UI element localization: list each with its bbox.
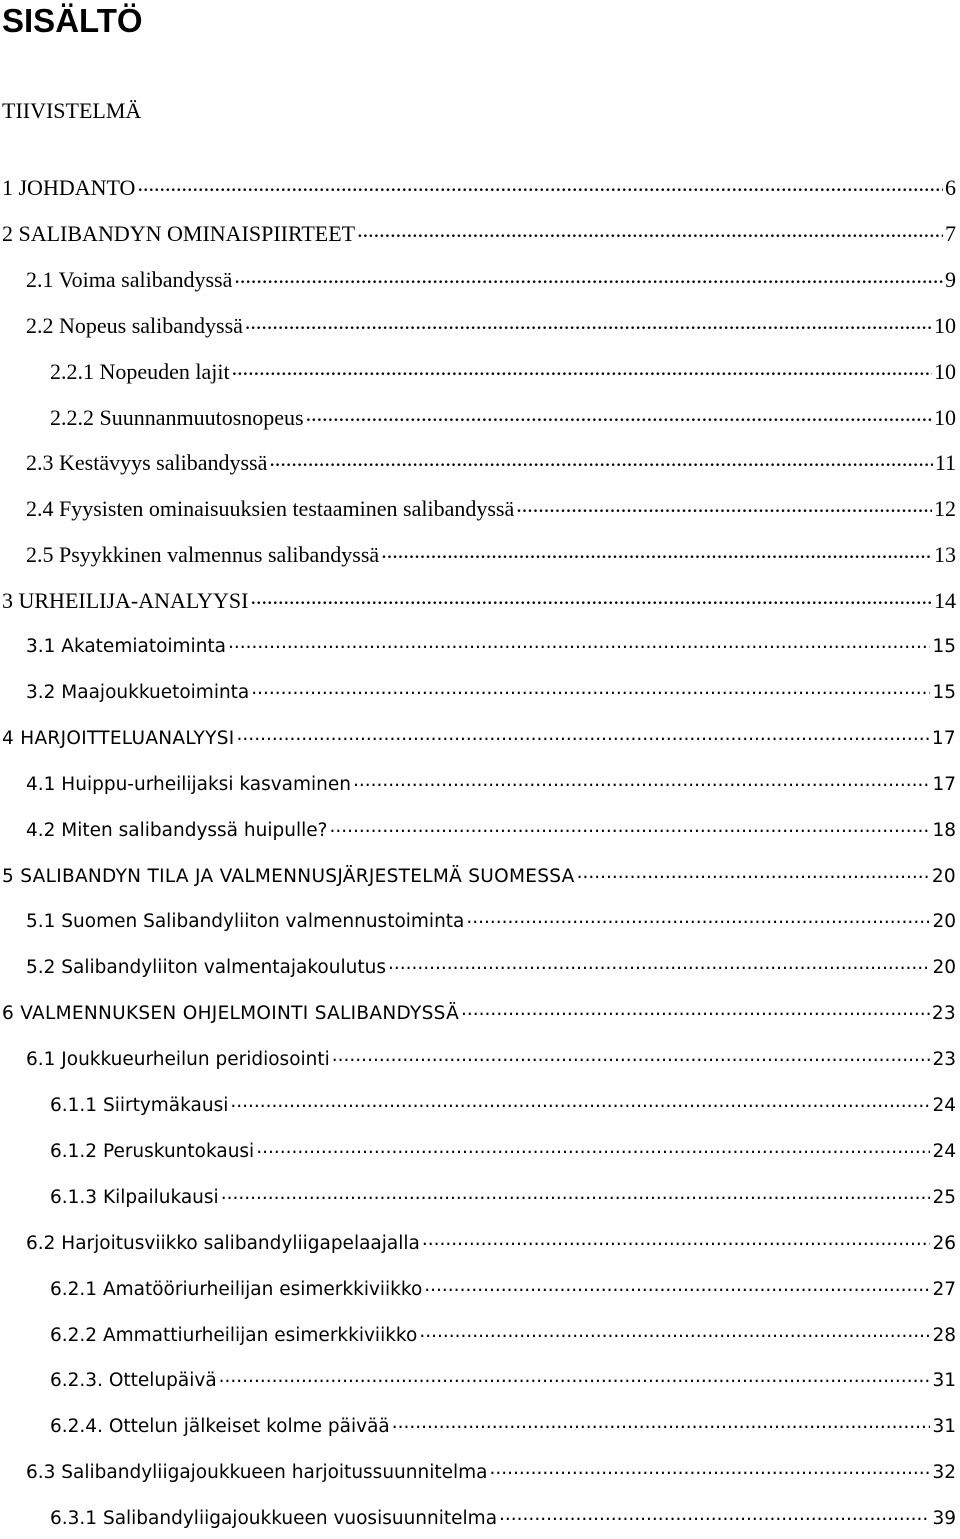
toc-entry-page-number: 31	[932, 1416, 956, 1437]
toc-dot-leader	[219, 1365, 931, 1391]
toc-entry-label: 6.3 Salibandyliigajoukkueen harjoitussuunnitelma	[26, 1462, 488, 1483]
toc-entry-label: 2.4 Fyysisten ominaisuuksien testaaminen salibandyssä	[26, 496, 515, 521]
toc-dot-leader	[332, 1044, 931, 1070]
toc-dot-leader	[234, 264, 943, 290]
toc-dot-leader	[388, 952, 930, 978]
toc-entry-page-number: 39	[932, 1508, 956, 1529]
toc-dot-leader	[251, 677, 930, 703]
toc-entry-page-number: 23	[932, 1049, 956, 1070]
toc-entry-page-number: 26	[932, 1233, 956, 1254]
toc-entry[interactable]	[2, 998, 956, 1028]
toc-dot-leader	[245, 310, 932, 336]
toc-dot-leader	[137, 172, 943, 198]
toc-entry-page-number: 7	[945, 221, 956, 246]
toc-dot-leader	[230, 1090, 930, 1116]
toc-dot-leader	[353, 769, 930, 795]
toc-entry[interactable]	[50, 1503, 956, 1533]
toc-entry-page-number: 28	[932, 1325, 956, 1346]
toc-entry-page-number: 20	[931, 866, 956, 887]
toc-entry[interactable]	[26, 1044, 956, 1074]
toc-entry-page-number: 17	[932, 774, 956, 795]
toc-entry[interactable]	[26, 1457, 956, 1487]
toc-entry[interactable]	[26, 815, 956, 845]
toc-dot-leader	[232, 356, 932, 382]
toc-entry-page-number: 13	[934, 542, 956, 567]
toc-entry-page-number: 9	[945, 267, 956, 292]
toc-entry-page-number: 23	[931, 1003, 956, 1024]
toc-entry-label: 6.2.3. Ottelupäivä	[50, 1370, 217, 1391]
toc-entry-label: 6.1.3 Kilpailukausi	[50, 1187, 219, 1208]
toc-entry[interactable]	[50, 1182, 956, 1212]
toc-entry-page-number: 32	[932, 1462, 956, 1483]
toc-dot-leader	[422, 1228, 931, 1254]
toc-entry-page-number: 20	[932, 957, 956, 978]
toc-dot-leader	[251, 585, 933, 611]
toc-entry[interactable]	[50, 1136, 956, 1166]
toc-entry[interactable]	[2, 172, 956, 202]
toc-dot-leader	[392, 1411, 931, 1437]
toc-entry[interactable]	[2, 585, 956, 615]
toc-entry-label: 5.1 Suomen Salibandyliiton valmennustoiminta	[26, 911, 465, 932]
toc-entry-page-number: 27	[932, 1279, 956, 1300]
toc-entry-label: 2.2 Nopeus salibandyssä	[26, 313, 243, 338]
toc-dot-leader	[490, 1457, 931, 1483]
toc-entry-label: 5.2 Salibandyliiton valmentajakoulutus	[26, 957, 386, 978]
toc-entry-label: 2 SALIBANDYN OMINAISPIIRTEET	[2, 221, 356, 246]
toc-dot-leader	[424, 1274, 930, 1300]
toc-dot-leader	[499, 1503, 930, 1529]
toc-entry-label: 2.5 Psyykkinen valmennus salibandyssä	[26, 542, 380, 567]
toc-entry[interactable]	[26, 677, 956, 707]
toc-dot-leader	[329, 815, 930, 841]
toc-entry-label: 3.2 Maajoukkuetoiminta	[26, 682, 250, 703]
toc-entry[interactable]	[2, 723, 956, 753]
toc-entry-page-number: 15	[932, 636, 956, 657]
toc-entry-page-number: 18	[932, 820, 956, 841]
toc-entry[interactable]	[26, 1228, 956, 1258]
toc-dot-leader	[221, 1182, 931, 1208]
toc-entry[interactable]	[50, 402, 956, 432]
toc-entry-page-number: 17	[931, 728, 956, 749]
toc-entry[interactable]	[26, 769, 956, 799]
toc-entry-page-number: 31	[932, 1370, 956, 1391]
toc-dot-leader	[466, 906, 930, 932]
toc-entry-label: 5 SALIBANDYN TILA JA VALMENNUSJÄRJESTELMÄ SUOMESSA	[2, 866, 575, 887]
toc-entry-label: 6.1 Joukkueurheilun peridiosointi	[26, 1049, 330, 1070]
toc-entry-label: 4.2 Miten salibandyssä huipulle?	[26, 820, 328, 841]
toc-dot-leader	[381, 539, 932, 565]
toc-entry-label: 6.2.1 Amatööriurheilijan esimerkkiviikko	[50, 1279, 423, 1300]
toc-entry-label: 6.1.1 Siirtymäkausi	[50, 1095, 229, 1116]
toc-entry[interactable]	[2, 218, 956, 248]
toc-entry[interactable]	[50, 1411, 956, 1441]
toc-entry[interactable]	[26, 264, 956, 294]
toc-dot-leader	[461, 998, 930, 1024]
abstract-heading: TIIVISTELMÄ	[2, 98, 142, 123]
toc-entry-page-number: 10	[934, 405, 956, 430]
toc-entry-label: 6.1.2 Peruskuntokausi	[50, 1141, 255, 1162]
toc-entry-label: 6.2 Harjoitusviikko salibandyliigapelaajalla	[26, 1233, 420, 1254]
toc-entry-page-number: 24	[932, 1095, 956, 1116]
toc-entry-label: 6.2.2 Ammattiurheilijan esimerkkiviikko	[50, 1325, 418, 1346]
toc-entry-page-number: 6	[945, 175, 956, 200]
toc-entry-label: 6.2.4. Ottelun jälkeiset kolme päivää	[50, 1416, 390, 1437]
toc-entry-label: 3 URHEILIJA-ANALYYSI	[2, 588, 249, 613]
toc-entry[interactable]	[50, 1090, 956, 1120]
toc-entry-label: 4 HARJOITTELUANALYYSI	[2, 728, 235, 749]
toc-entry-page-number: 10	[934, 313, 956, 338]
toc-dot-leader	[419, 1320, 930, 1346]
toc-entry[interactable]	[50, 356, 956, 386]
toc-entry[interactable]	[50, 1365, 956, 1395]
toc-entry[interactable]	[2, 861, 956, 891]
toc-entry[interactable]	[26, 631, 956, 661]
toc-entry-page-number: 11	[934, 450, 956, 475]
toc-entry-label: 6.3.1 Salibandyliigajoukkueen vuosisuunnitelma	[50, 1508, 498, 1529]
toc-entry-label: 6 VALMENNUKSEN OHJELMOINTI SALIBANDYSSÄ	[2, 1003, 460, 1024]
toc-entry[interactable]	[26, 539, 956, 569]
toc-entry[interactable]	[26, 310, 956, 340]
toc-dot-leader	[269, 447, 932, 473]
toc-dot-leader	[237, 723, 930, 749]
page-title: SISÄLTÖ	[2, 2, 143, 39]
toc-dot-leader	[256, 1136, 930, 1162]
toc-dot-leader	[516, 493, 932, 519]
toc-entry-page-number: 12	[934, 496, 956, 521]
toc-entry[interactable]	[26, 952, 956, 982]
toc-entry-page-number: 10	[934, 359, 956, 384]
toc-entry-label: 2.2.2 Suunnanmuutosnopeus	[50, 405, 304, 430]
toc-entry-label: 2.3 Kestävyys salibandyssä	[26, 450, 268, 475]
toc-entry-label: 2.2.1 Nopeuden lajit	[50, 359, 230, 384]
toc-dot-leader	[357, 218, 943, 244]
toc-entry-page-number: 14	[934, 588, 956, 613]
toc-entry-label: 1 JOHDANTO	[2, 175, 136, 200]
toc-entry[interactable]	[50, 1320, 956, 1350]
toc-entry-label: 4.1 Huippu-urheilijaksi kasvaminen	[26, 774, 351, 795]
toc-entry[interactable]	[50, 1274, 956, 1304]
toc-entry-page-number: 25	[932, 1187, 956, 1208]
toc-entry-page-number: 24	[932, 1141, 956, 1162]
toc-entry-label: 3.1 Akatemiatoiminta	[26, 636, 227, 657]
toc-entry[interactable]	[26, 447, 956, 477]
toc-entry[interactable]	[26, 493, 956, 523]
toc-entry-page-number: 15	[932, 682, 956, 703]
toc-dot-leader	[228, 631, 930, 657]
toc-dot-leader	[306, 402, 932, 428]
toc-entry[interactable]	[26, 906, 956, 936]
toc-entry-page-number: 20	[932, 911, 956, 932]
toc-entry-label: 2.1 Voima salibandyssä	[26, 267, 233, 292]
toc-dot-leader	[577, 861, 930, 887]
